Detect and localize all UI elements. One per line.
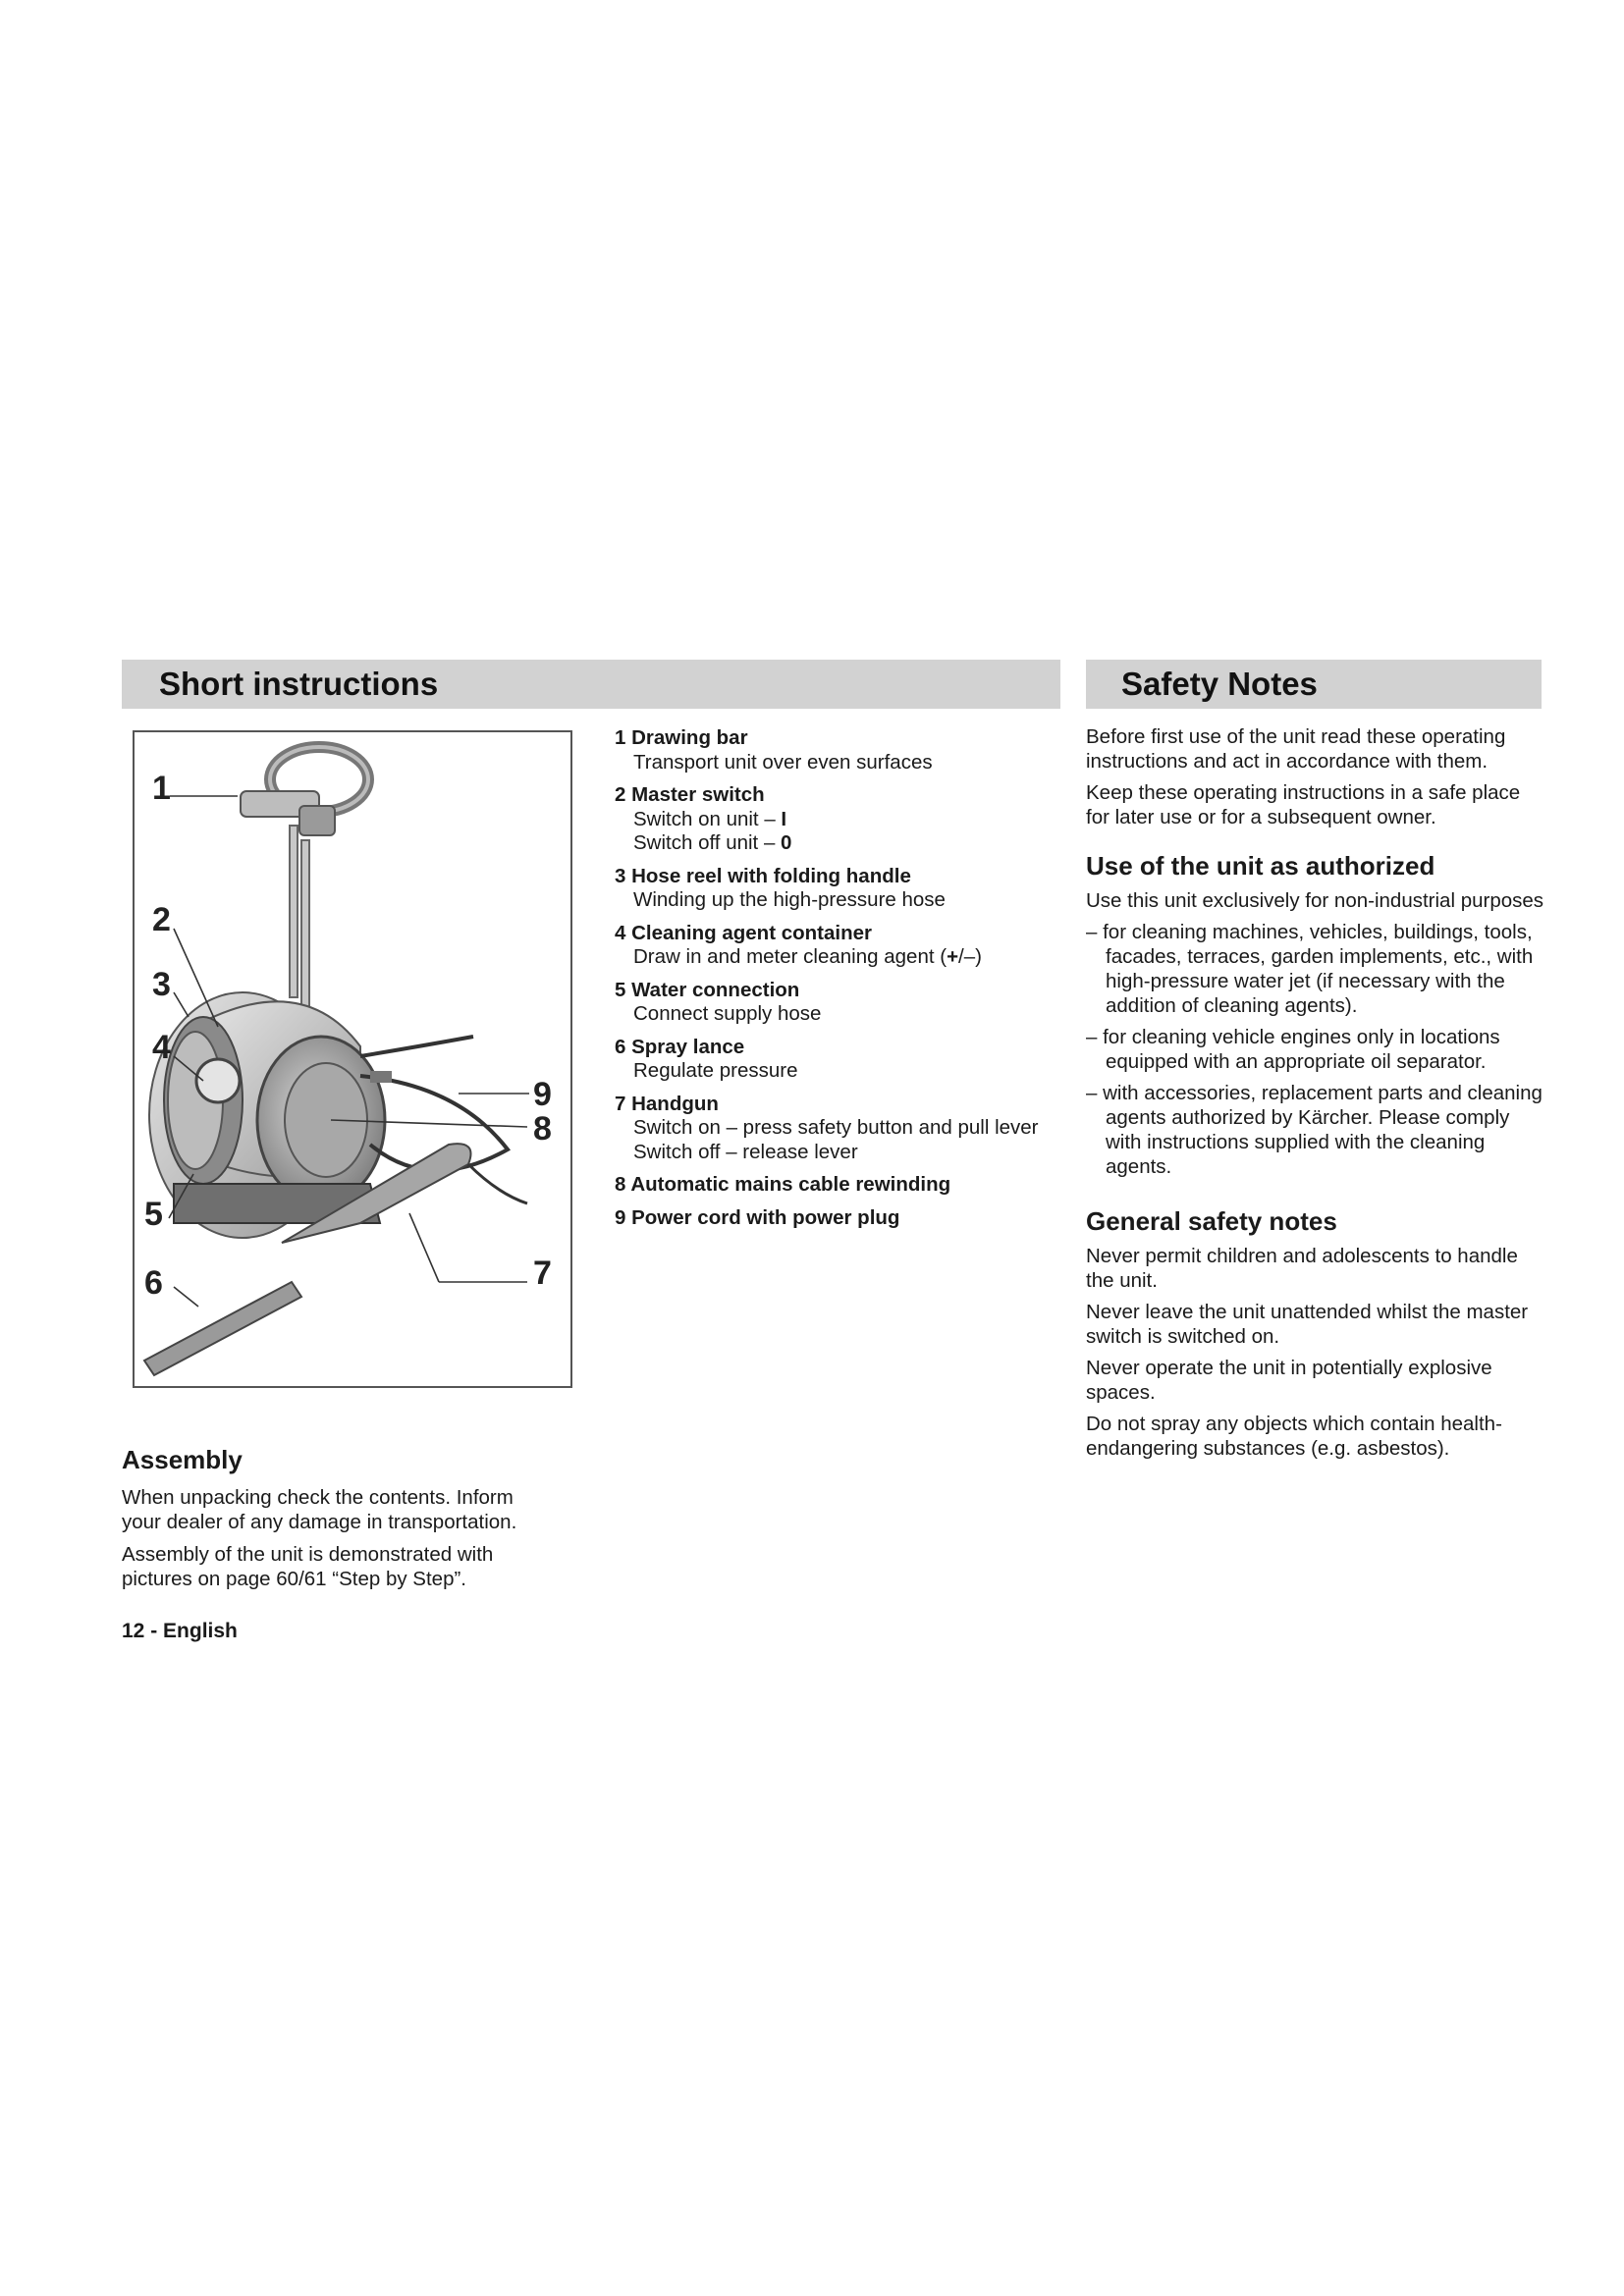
legend-title: 7 Handgun xyxy=(615,1092,719,1115)
safety-notes-title: Safety Notes xyxy=(1121,666,1318,702)
footer-separator: - xyxy=(144,1620,164,1642)
plus-symbol: + xyxy=(947,945,959,968)
pressure-washer-drawing xyxy=(135,732,570,1386)
off-symbol: 0 xyxy=(781,831,792,854)
callout-3: 3 xyxy=(152,966,171,1003)
general-safety-item: Do not spray any objects which contain health-endangering substances (e.g. asbestos). xyxy=(1086,1413,1502,1460)
safety-notes-column xyxy=(1086,724,1547,1468)
legend-title: 1 Drawing bar xyxy=(615,726,748,749)
legend-item xyxy=(615,922,1076,970)
pressure-washer-illustration xyxy=(133,730,572,1388)
use-item: – for cleaning machines, vehicles, buildings, tools, facades, terraces, garden implements, etc., with high-pressure water jet (if necessary with the addition of cleaning agents). xyxy=(1086,921,1534,1017)
legend-item xyxy=(615,1206,1076,1231)
assembly-paragraph-1: When unpacking check the contents. Inform your dealer of any damage in transportation. xyxy=(122,1486,517,1533)
legend-desc: Switch on unit – I xyxy=(633,807,787,830)
legend-title: 8 Automatic mains cable rewinding xyxy=(615,1173,951,1196)
legend-title: 3 Hose reel with folding handle xyxy=(615,864,911,887)
legend-desc: Switch off unit – 0 xyxy=(633,831,792,854)
callout-4: 4 xyxy=(152,1029,171,1066)
section-header-safety-notes xyxy=(1086,660,1542,709)
short-instructions-title: Short instructions xyxy=(159,666,439,702)
legend-desc: Connect supply hose xyxy=(633,1002,822,1025)
callout-5: 5 xyxy=(144,1196,163,1233)
legend-desc: Transport unit over even surfaces xyxy=(633,750,933,774)
assembly-section xyxy=(122,1445,554,1600)
legend-title: 4 Cleaning agent container xyxy=(615,921,872,944)
spray-lance xyxy=(144,1282,301,1375)
on-symbol: I xyxy=(781,807,787,830)
general-safety-item: Never permit children and adolescents to handle the unit. xyxy=(1086,1245,1518,1292)
legend-item xyxy=(615,783,1076,856)
legend-item xyxy=(615,865,1076,913)
assembly-heading: Assembly xyxy=(122,1445,243,1474)
general-safety-item: Never leave the unit unattended whilst the master switch is switched on. xyxy=(1086,1301,1529,1348)
use-item: – with accessories, replacement parts and cleaning agents authorized by Kärcher. Please comply with instructions supplied with the cleaning agents. xyxy=(1086,1082,1543,1178)
legend-desc: Draw in and meter cleaning agent (+/–) xyxy=(633,945,982,968)
safety-intro-1: Before first use of the unit read these operating instructions and act in accordance with them. xyxy=(1086,725,1506,773)
general-safety-heading: General safety notes xyxy=(1086,1206,1337,1236)
use-authorized-text: Use this unit exclusively for non-industrial purposes xyxy=(1086,889,1544,912)
legend-desc: Switch off – release lever xyxy=(633,1140,858,1163)
assembly-paragraph-2: Assembly of the unit is demonstrated with pictures on page 60/61 “Step by Step”. xyxy=(122,1543,494,1590)
legend-desc: Winding up the high-pressure hose xyxy=(633,888,946,911)
legend-desc: Regulate pressure xyxy=(633,1059,798,1082)
general-safety-item: Never operate the unit in potentially explosive spaces. xyxy=(1086,1357,1492,1404)
legend-item xyxy=(615,1093,1076,1165)
component-legend xyxy=(615,726,1076,1239)
use-item: – for cleaning vehicle engines only in locations equipped with an appropriate oil separator. xyxy=(1086,1026,1500,1073)
use-authorized-heading: Use of the unit as authorized xyxy=(1086,851,1435,881)
callout-7: 7 xyxy=(533,1255,552,1292)
callout-6: 6 xyxy=(144,1264,163,1302)
page-footer xyxy=(122,1620,238,1643)
legend-item xyxy=(615,979,1076,1027)
legend-desc: Switch on – press safety button and pull lever xyxy=(633,1116,1039,1139)
callout-1: 1 xyxy=(152,770,171,807)
callout-2: 2 xyxy=(152,901,171,938)
footer-language: English xyxy=(163,1620,238,1642)
legend-item xyxy=(615,1173,1076,1198)
legend-title: 2 Master switch xyxy=(615,783,765,806)
legend-title: 6 Spray lance xyxy=(615,1035,745,1058)
legend-title: 5 Water connection xyxy=(615,978,800,1001)
callout-9: 9 xyxy=(533,1076,552,1113)
callout-8: 8 xyxy=(533,1110,552,1148)
legend-item xyxy=(615,726,1076,774)
safety-intro-2: Keep these operating instructions in a safe place for later use or for a subsequent owner. xyxy=(1086,781,1521,828)
page-number: 12 xyxy=(122,1620,145,1642)
legend-item xyxy=(615,1036,1076,1084)
legend-title: 9 Power cord with power plug xyxy=(615,1205,900,1229)
section-header-short-instructions xyxy=(122,660,1060,709)
